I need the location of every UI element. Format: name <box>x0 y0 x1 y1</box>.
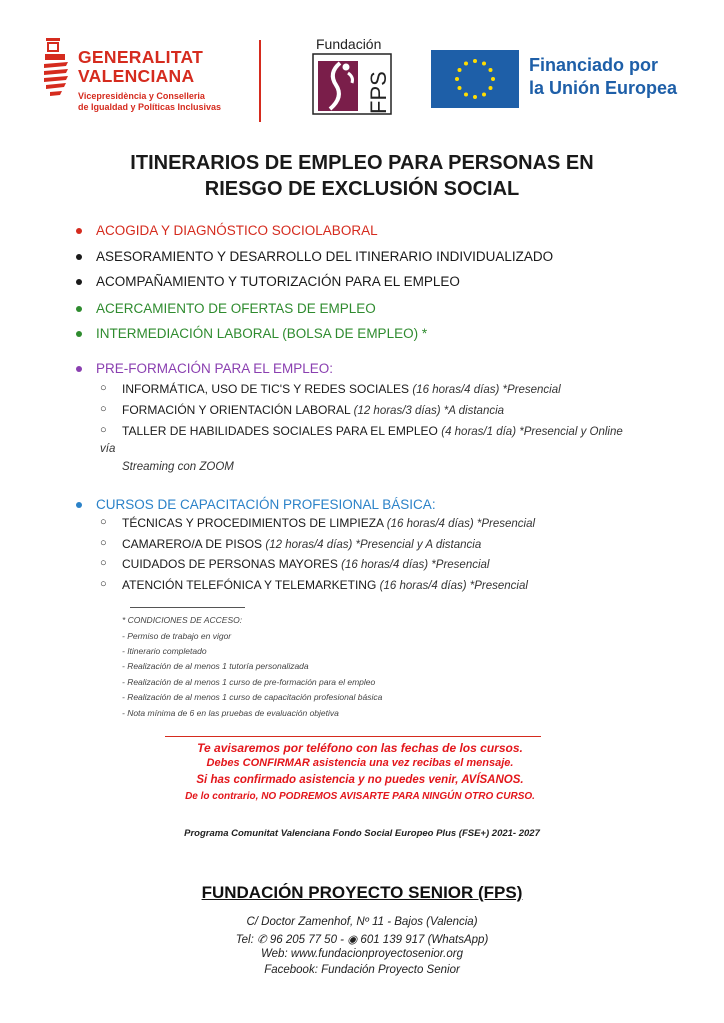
course-name: FORMACIÓN Y ORIENTACIÓN LABORAL <box>122 403 351 417</box>
course-name: CAMARERO/A DE PISOS <box>122 537 263 551</box>
department-line2: de Igualdad y Políticas Inclusivas <box>78 102 222 112</box>
course-detail: (16 horas/4 días) *Presencial <box>341 559 490 571</box>
notice-line: De lo contrario, NO PODREMOS AVISARTE PARA NINGÚN OTRO CURSO. <box>185 791 535 802</box>
footer-phone: Tel: ✆ 96 205 77 50 - ◉ 601 139 917 (WhatsApp) <box>235 934 489 946</box>
eu-funding-logo <box>431 50 706 108</box>
condition-item: - Itinerario completado <box>122 646 207 656</box>
title-line2: RIESGO DE EXCLUSIÓN SOCIAL <box>204 178 520 200</box>
condition-item: - Realización de al menos 1 curso de pre-formación para el empleo <box>122 677 376 687</box>
bullet-icon <box>76 228 82 234</box>
course-name: TALLER DE HABILIDADES SOCIALES PARA EL EMPLEO <box>122 424 438 438</box>
circle-bullet-icon: ○ <box>100 578 107 590</box>
eu-text-line1: Financiado por <box>529 55 659 75</box>
bullet-icon <box>76 331 82 337</box>
list-item-label: ASESORAMIENTO Y DESARROLLO DEL ITINERARIO INDIVIDUALIZADO <box>96 249 554 264</box>
section-heading: PRE-FORMACIÓN PARA EL EMPLEO: <box>96 361 334 376</box>
footer-address: C/ Doctor Zamenhof, Nº 11 - Bajos (Valencia) <box>246 916 478 928</box>
course-detail-continuation: Streaming con ZOOM <box>122 461 234 473</box>
circle-bullet-icon: ○ <box>100 403 107 415</box>
circle-bullet-icon: ○ <box>100 557 107 569</box>
notice-separator <box>165 736 541 737</box>
header-divider <box>259 40 261 122</box>
generalitat-valenciana-logo <box>42 36 242 120</box>
notice-line: Te avisaremos por teléfono con las fechas de los cursos. <box>197 741 523 755</box>
conditions-heading: * CONDICIONES DE ACCESO: <box>122 615 243 625</box>
course-detail: (4 horas/1 día) *Presencial y Online <box>441 426 623 438</box>
conditions-separator <box>130 607 245 608</box>
eu-flag-icon <box>431 50 519 108</box>
notice-line: Debes CONFIRMAR asistencia una vez recibas el mensaje. <box>206 757 514 769</box>
course-detail: (12 horas/3 días) *A distancia <box>353 405 505 417</box>
course-detail: (12 horas/4 días) *Presencial y A distancia <box>265 539 482 551</box>
condition-item: - Nota mínima de 6 en las pruebas de evaluación objetiva <box>122 708 339 718</box>
course-name: TÉCNICAS Y PROCEDIMIENTOS DE LIMPIEZA <box>122 516 384 530</box>
generalitat-name-line2: VALENCIANA <box>78 66 195 86</box>
list-item-label: ACOMPAÑAMIENTO Y TUTORIZACIÓN PARA EL EMPLEO <box>96 274 460 289</box>
eu-funding-text <box>529 54 677 100</box>
list-item-label: ACERCAMIENTO DE OFERTAS DE EMPLEO <box>96 301 376 316</box>
bullet-icon <box>76 306 82 312</box>
course-name: ATENCIÓN TELEFÓNICA Y TELEMARKETING <box>122 578 377 592</box>
title-line1: ITINERARIOS DE EMPLEO PARA PERSONAS EN <box>130 152 594 174</box>
course-detail: (16 horas/4 días) *Presencial <box>379 580 528 592</box>
circle-bullet-icon: ○ <box>100 424 107 436</box>
course-name: INFORMÁTICA, USO DE TIC'S Y REDES SOCIALES <box>122 382 410 396</box>
condition-item: - Realización de al menos 1 tutoría personalizada <box>122 661 309 671</box>
fps-logo-title: Fundación <box>316 36 382 52</box>
condition-item: - Realización de al menos 1 curso de capacitación profesional básica <box>122 692 383 702</box>
footer-facebook: Facebook: Fundación Proyecto Senior <box>264 964 460 976</box>
bullet-icon <box>76 279 82 285</box>
bullet-icon <box>76 254 82 260</box>
notice-line: Si has confirmado asistencia y no puedes venir, AVÍSANOS. <box>196 774 524 786</box>
eu-text-line2: la Unión Europea <box>529 78 678 98</box>
fps-logo-letters: FPS <box>366 71 391 114</box>
list-item-label: INTERMEDIACIÓN LABORAL (BOLSA DE EMPLEO) * <box>96 326 428 341</box>
department-line1: Vicepresidència y Conselleria <box>78 91 205 101</box>
generalitat-emblem-icon <box>42 36 72 100</box>
condition-item: - Permiso de trabajo en vigor <box>122 631 232 641</box>
generalitat-department <box>78 91 221 113</box>
bullet-icon <box>76 502 82 508</box>
course-detail-continuation: vía <box>100 443 116 455</box>
list-item-label: ACOGIDA Y DIAGNÓSTICO SOCIOLABORAL <box>96 223 378 238</box>
bullet-icon <box>76 366 82 372</box>
circle-bullet-icon: ○ <box>100 382 107 394</box>
course-detail: (16 horas/4 días) *Presencial <box>386 518 536 530</box>
foundation-name: FUNDACIÓN PROYECTO SENIOR (FPS) <box>201 883 523 902</box>
circle-bullet-icon: ○ <box>100 537 107 549</box>
page-title <box>60 150 664 202</box>
fundacion-fps-logo <box>312 36 394 118</box>
course-detail: (16 horas/4 días) *Presencial <box>412 384 561 396</box>
circle-bullet-icon: ○ <box>100 516 107 528</box>
generalitat-name-line1: GENERALITAT <box>78 47 204 67</box>
course-name: CUIDADOS DE PERSONAS MAYORES <box>122 557 338 571</box>
footer-web: Web: www.fundacionproyectosenior.org <box>261 948 463 960</box>
section-heading: CURSOS DE CAPACITACIÓN PROFESIONAL BÁSICA: <box>96 497 436 512</box>
program-statement: Programa Comunitat Valenciana Fondo Social Europeo Plus (FSE+) 2021- 2027 <box>184 828 540 839</box>
generalitat-name <box>78 48 203 86</box>
